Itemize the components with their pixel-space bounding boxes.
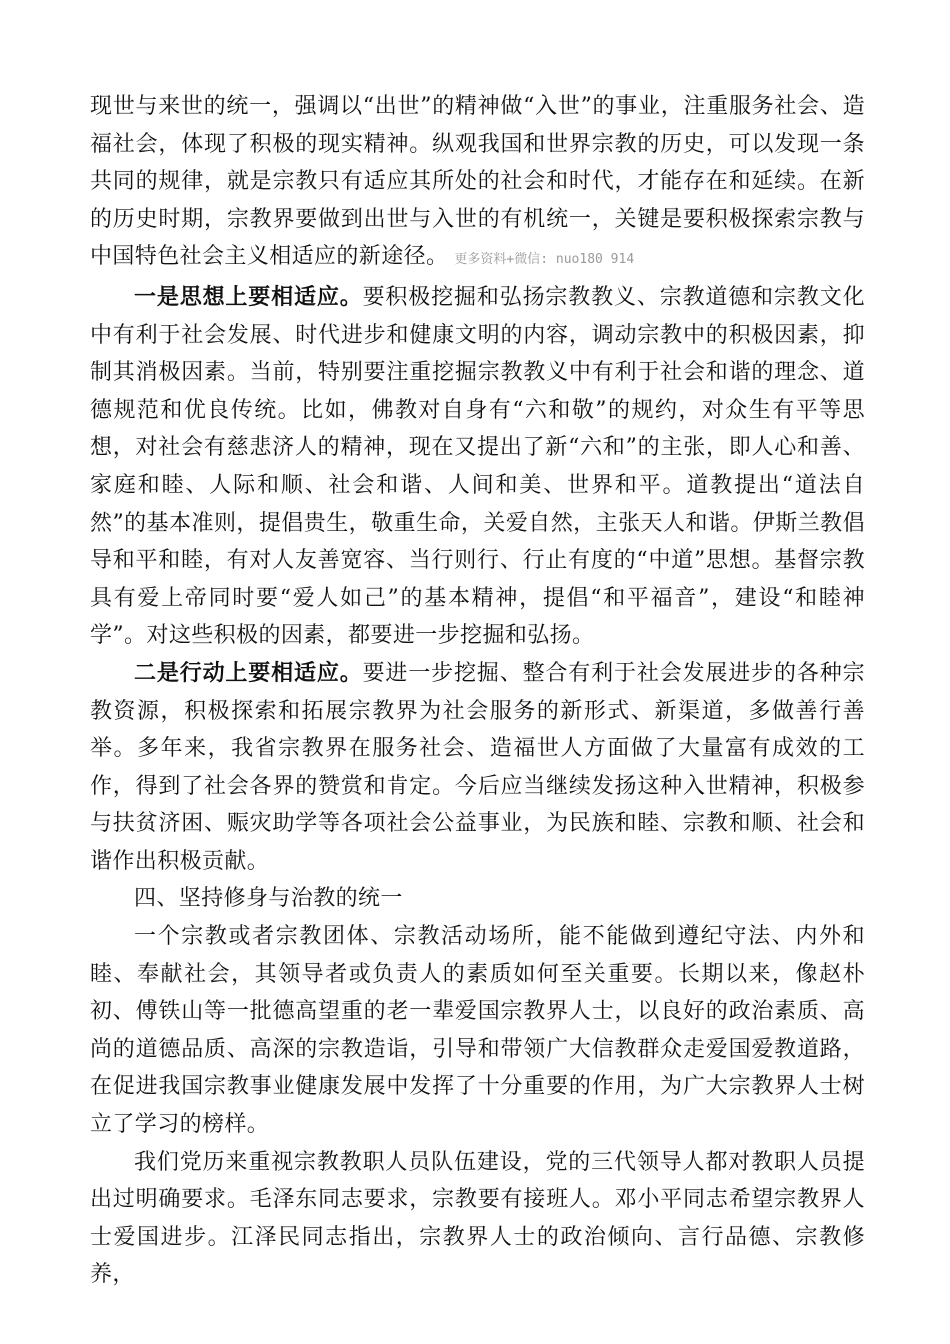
paragraph-text: 现世与来世的统一，强调以“出世”的精神做“入世”的事业，注重服务社会、造福社会，体现了积极的现实精神。纵观我国和世界宗教的历史，可以发现一条共同的规律，就是宗教只有适应其所处的社会和时代，才能存在和延续。在新的历史时期，宗教界要做到出世与入世的有机统一，关键是要积极探索宗教与中国特色社会主义相适应的新途径。 (90, 94, 865, 270)
watermark-note: 更多资料+微信: nuo180 914 (454, 252, 635, 268)
paragraph-continuation (90, 88, 865, 279)
section-heading-4: 四、坚持修身与治教的统一 (134, 886, 403, 912)
document-page (90, 88, 865, 1294)
paragraph-text: 要进一步挖掘、整合有利于社会发展进步的各种宗教资源，积极探索和拓展宗教界为社会服务的新形式、新渠道，多做善行善举。多年来，我省宗教界在服务社会、造福世人方面做了大量富有成效的工作，得到了社会各界的赞赏和肯定。今后应当继续发扬这种入世精神，积极参与扶贫济困、赈灾助学等各项社会公益事业，为民族和睦、宗教和顺、社会和谐作出积极贡献。 (90, 660, 865, 874)
paragraph-thought-adaptation (90, 279, 865, 655)
paragraph-leaders: 一个宗教或者宗教团体、宗教活动场所，能不能做到遵纪守法、内外和睦、奉献社会，其领导者或负责人的素质如何至关重要。长期以来，像赵朴初、傅铁山等一批德高望重的老一辈爱国宗教界人士，以良好的政治素质、高尚的道德品质、高深的宗教造诣，引导和带领广大信教群众走爱国爱教道路，在促进我国宗教事业健康发展中发挥了十分重要的作用，为广大宗教界人士树立了学习的榜样。 (90, 924, 865, 1138)
paragraph-text: 要积极挖掘和弘扬宗教教义、宗教道德和宗教文化中有利于社会发展、时代进步和健康文明的内容，调动宗教中的积极因素，抑制其消极因素。当前，特别要注重挖掘宗教教义中有利于社会和谐的理念、道德规范和优良传统。比如，佛教对自身有“六和敬”的规约，对众生有平等思想，对社会有慈悲济人的精神，现在又提出了新“六和”的主张，即人心和善、家庭和睦、人际和顺、社会和谐、人间和美、世界和平。道教提出“道法自然”的基本准则，提倡贵生，敬重生命，关爱自然，主张天人和谐。伊斯兰教倡导和平和睦，有对人友善宽容、当行则行、行止有度的“中道”思想。基督宗教具有爱上帝同时要“爱人如己”的基本精神，提倡“和平福音”，建设“和睦神学”。对这些积极的因素，都要进一步挖掘和弘扬。 (90, 284, 865, 649)
paragraph-lead-bold: 一是思想上要相适应。 (134, 283, 363, 310)
paragraph-party-requirements: 我们党历来重视宗教教职人员队伍建设，党的三代领导人都对教职人员提出过明确要求。毛泽东同志要求，宗教要有接班人。邓小平同志希望宗教界人士爱国进步。江泽民同志指出，宗教界人士的政治倾向、言行品德、宗教修养， (90, 1149, 865, 1288)
paragraph-lead-bold: 二是行动上要相适应。 (134, 659, 363, 686)
paragraph-action-adaptation (90, 655, 865, 881)
